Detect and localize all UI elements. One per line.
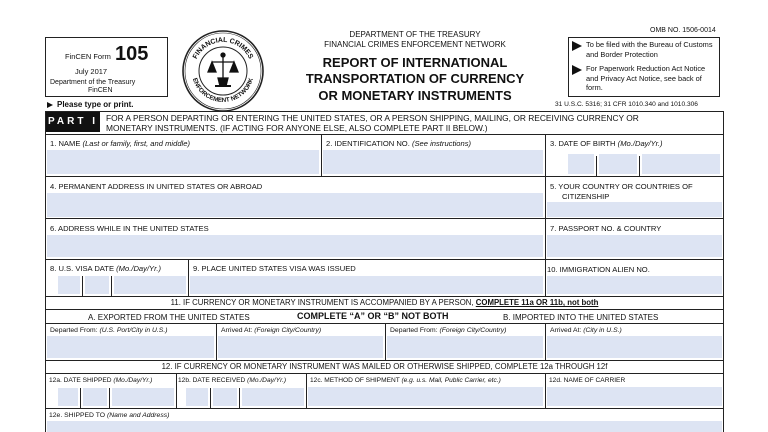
form-name: FinCEN Form — [65, 52, 111, 61]
arrived-at-foreign-input[interactable] — [218, 336, 383, 358]
field-8-label-text: 8. U.S. VISA DATE — [50, 264, 115, 273]
divider — [176, 373, 177, 408]
field-10-label: 10. IMMIGRATION ALIEN NO. — [547, 265, 650, 274]
field-12a-text: 12a. DATE SHIPPED — [49, 377, 112, 384]
type-note-text: Please type or print. — [57, 100, 134, 109]
citizenship-input[interactable] — [547, 202, 722, 217]
divider — [45, 259, 724, 260]
part1-instruction-line1: FOR A PERSON DEPARTING OR ENTERING THE UNITED STATES, OR A PERSON SHIPPING, MAILING, OR RECEIVING CURRENCY OR — [106, 113, 639, 123]
dept-line2: FinCEN — [88, 87, 113, 94]
field-2-label — [326, 139, 471, 148]
divider — [639, 156, 640, 176]
divider — [45, 373, 724, 374]
departed-from-b-text: Departed From: — [390, 327, 438, 334]
field-5-label-line1: 5. YOUR COUNTRY OR COUNTRIES OF — [550, 182, 693, 191]
triangle-bullet-icon — [47, 102, 53, 108]
divider — [45, 309, 724, 310]
date-received-month-input[interactable] — [186, 388, 208, 406]
divider — [45, 296, 724, 297]
departed-from-a-text: Departed From: — [50, 327, 98, 334]
part1-instruction-line2: MONETARY INSTRUMENTS. (IF ACTING FOR ANYONE ELSE, ALSO COMPLETE PART II BELOW.) — [106, 123, 488, 133]
field-6-label: 6. ADDRESS WHILE IN THE UNITED STATES — [50, 224, 209, 233]
field-4-label: 4. PERMANENT ADDRESS IN UNITED STATES OR ABROAD — [50, 182, 263, 191]
field-8-hint: (Mo./Day/Yr.) — [116, 264, 162, 273]
departed-from-a-hint: (U.S. Port/City in U.S.) — [99, 327, 168, 334]
arrived-at-b-hint: (City in U.S.) — [583, 327, 622, 334]
divider — [188, 259, 189, 296]
arrived-at-a-hint: (Foreign City/Country) — [254, 327, 322, 334]
omb-number: OMB NO. 1506-0014 — [650, 27, 716, 34]
visa-date-month-input[interactable] — [58, 276, 80, 294]
seal-top-text: FINANCIAL CRIMES — [191, 36, 255, 61]
notice-2 — [572, 64, 717, 93]
divider — [210, 388, 211, 408]
section-11b-label: B. IMPORTED INTO THE UNITED STATES — [503, 313, 659, 322]
alien-number-input[interactable] — [547, 276, 722, 294]
complete-a-or-b: COMPLETE “A” OR “B” NOT BOTH — [297, 311, 449, 321]
divider — [109, 388, 110, 408]
divider — [545, 373, 546, 408]
part1-label — [46, 112, 100, 132]
section-11-heading — [45, 298, 724, 307]
field-12b-label — [178, 376, 286, 385]
divider — [596, 156, 597, 176]
agency-line2: FINANCIAL CRIMES ENFORCEMENT NETWORK — [324, 40, 506, 49]
divider — [111, 276, 112, 296]
notice-1 — [572, 40, 717, 59]
field-1-label — [50, 139, 190, 148]
divider — [82, 276, 83, 296]
dob-year-input[interactable] — [642, 154, 720, 174]
visa-date-year-input[interactable] — [114, 276, 186, 294]
seal-bottom-text: ENFORCEMENT NETWORK — [191, 77, 255, 105]
notice-1-text: To be filed with the Bureau of Customs and Border Protection — [586, 40, 713, 59]
passport-input[interactable] — [547, 235, 722, 257]
cfr-citation: 31 U.S.C. 5316; 31 CFR 1010.340 and 1010.306 — [555, 101, 698, 108]
divider — [321, 134, 322, 176]
divider — [45, 134, 724, 135]
field-12c-label — [310, 376, 501, 385]
divider — [45, 218, 724, 219]
field-3-label-text: 3. DATE OF BIRTH — [550, 139, 616, 148]
divider — [216, 323, 217, 360]
field-7-label: 7. PASSPORT NO. & COUNTRY — [550, 224, 662, 233]
divider — [45, 360, 724, 361]
field-12e-label — [49, 411, 169, 420]
form-title-line2: TRANSPORTATION OF CURRENCY — [305, 71, 525, 86]
field-1-hint: (Last or family, first, and middle) — [82, 139, 190, 148]
departed-from-a-label — [50, 326, 167, 335]
fincen-seal — [180, 28, 266, 114]
field-12c-text: 12c. METHOD OF SHIPMENT — [310, 377, 400, 384]
field-3-hint: (Mo./Day/Yr.) — [617, 139, 663, 148]
form-title-line1: REPORT OF INTERNATIONAL — [322, 55, 508, 70]
carrier-name-input[interactable] — [547, 387, 722, 406]
visa-place-input[interactable] — [190, 276, 543, 294]
section-11-heading-text: 11. IF CURRENCY OR MONETARY INSTRUMENT IS ACCOMPANIED BY A PERSON, — [170, 298, 474, 307]
field-12b-hint: (Mo./Day/Yr.) — [247, 377, 287, 384]
divider — [80, 388, 81, 408]
permanent-address-input[interactable] — [47, 193, 543, 217]
divider — [545, 259, 546, 296]
arrived-at-us-input[interactable] — [547, 336, 722, 358]
field-5-label-line2: CITIZENSHIP — [562, 192, 610, 201]
divider — [545, 218, 546, 259]
field-12b-text: 12b. DATE RECEIVED — [178, 377, 246, 384]
field-9-label: 9. PLACE UNITED STATES VISA WAS ISSUED — [193, 264, 356, 273]
section-11a-label: A. EXPORTED FROM THE UNITED STATES — [88, 313, 250, 322]
date-shipped-year-input[interactable] — [112, 388, 174, 406]
divider — [385, 323, 386, 360]
us-address-input[interactable] — [47, 235, 543, 257]
field-12c-hint: (e.g. u.s. Mail, Public Carrier, etc.) — [401, 377, 501, 384]
field-2-hint: (See instructions) — [411, 139, 472, 148]
arrived-at-b-text: Arrived At: — [550, 327, 582, 334]
divider — [545, 134, 546, 176]
field-12d-label: 12d. NAME OF CARRIER — [549, 377, 626, 384]
departed-from-us-input[interactable] — [47, 336, 214, 358]
dob-month-input[interactable] — [568, 154, 594, 174]
divider — [239, 388, 240, 408]
divider — [545, 176, 546, 218]
arrived-at-a-label — [221, 326, 321, 335]
type-note — [47, 100, 133, 109]
section-11-heading-bold: COMPLETE 11a OR 11b, not both — [475, 298, 599, 307]
form-date: July 2017 — [75, 67, 108, 76]
form-title-line3: OR MONETARY INSTRUMENTS — [318, 88, 512, 103]
arrived-at-a-text: Arrived At: — [221, 327, 253, 334]
section-12-heading: 12. IF CURRENCY OR MONETARY INSTRUMENT WAS MAILED OR OTHERWISE SHIPPED, COMPLETE 12a THROUGH 12f — [161, 362, 608, 371]
date-received-day-input[interactable] — [213, 388, 237, 406]
name-input[interactable] — [47, 150, 319, 174]
date-shipped-day-input[interactable] — [83, 388, 107, 406]
departed-from-b-label — [390, 326, 506, 335]
dob-day-input[interactable] — [599, 154, 637, 174]
arrived-at-b-label — [550, 326, 622, 335]
field-8-label — [50, 264, 161, 273]
field-3-label — [550, 139, 663, 148]
departed-from-foreign-input[interactable] — [387, 336, 543, 358]
notice-2-text: For Paperwork Reduction Act Notice and Privacy Act Notice, see back of form. — [586, 64, 706, 92]
triangle-bullet-icon — [572, 41, 582, 51]
agency-line1: DEPARTMENT OF THE TREASURY — [349, 30, 481, 39]
visa-date-day-input[interactable] — [85, 276, 109, 294]
field-12e-hint: (Name and Address) — [106, 412, 170, 419]
field-12a-label — [49, 376, 152, 385]
identification-number-input[interactable] — [323, 150, 543, 174]
field-12e-text: 12e. SHIPPED TO — [49, 412, 106, 419]
form-number: 105 — [115, 43, 149, 65]
field-1-label-text: 1. NAME — [50, 139, 81, 148]
part1-label-text: PART I — [47, 116, 99, 127]
shipment-method-input[interactable] — [308, 387, 543, 406]
date-received-year-input[interactable] — [242, 388, 304, 406]
divider — [45, 408, 724, 409]
divider — [545, 323, 546, 360]
dept-line1: Department of the Treasury — [50, 79, 136, 86]
shipped-to-input[interactable] — [47, 421, 722, 432]
field-12a-hint: (Mo./Day/Yr.) — [113, 377, 153, 384]
departed-from-b-hint: (Foreign City/Country) — [439, 327, 507, 334]
divider — [306, 373, 307, 408]
divider — [45, 176, 724, 177]
triangle-bullet-icon — [572, 65, 582, 75]
date-shipped-month-input[interactable] — [58, 388, 78, 406]
field-2-label-text: 2. IDENTIFICATION NO. — [326, 139, 410, 148]
